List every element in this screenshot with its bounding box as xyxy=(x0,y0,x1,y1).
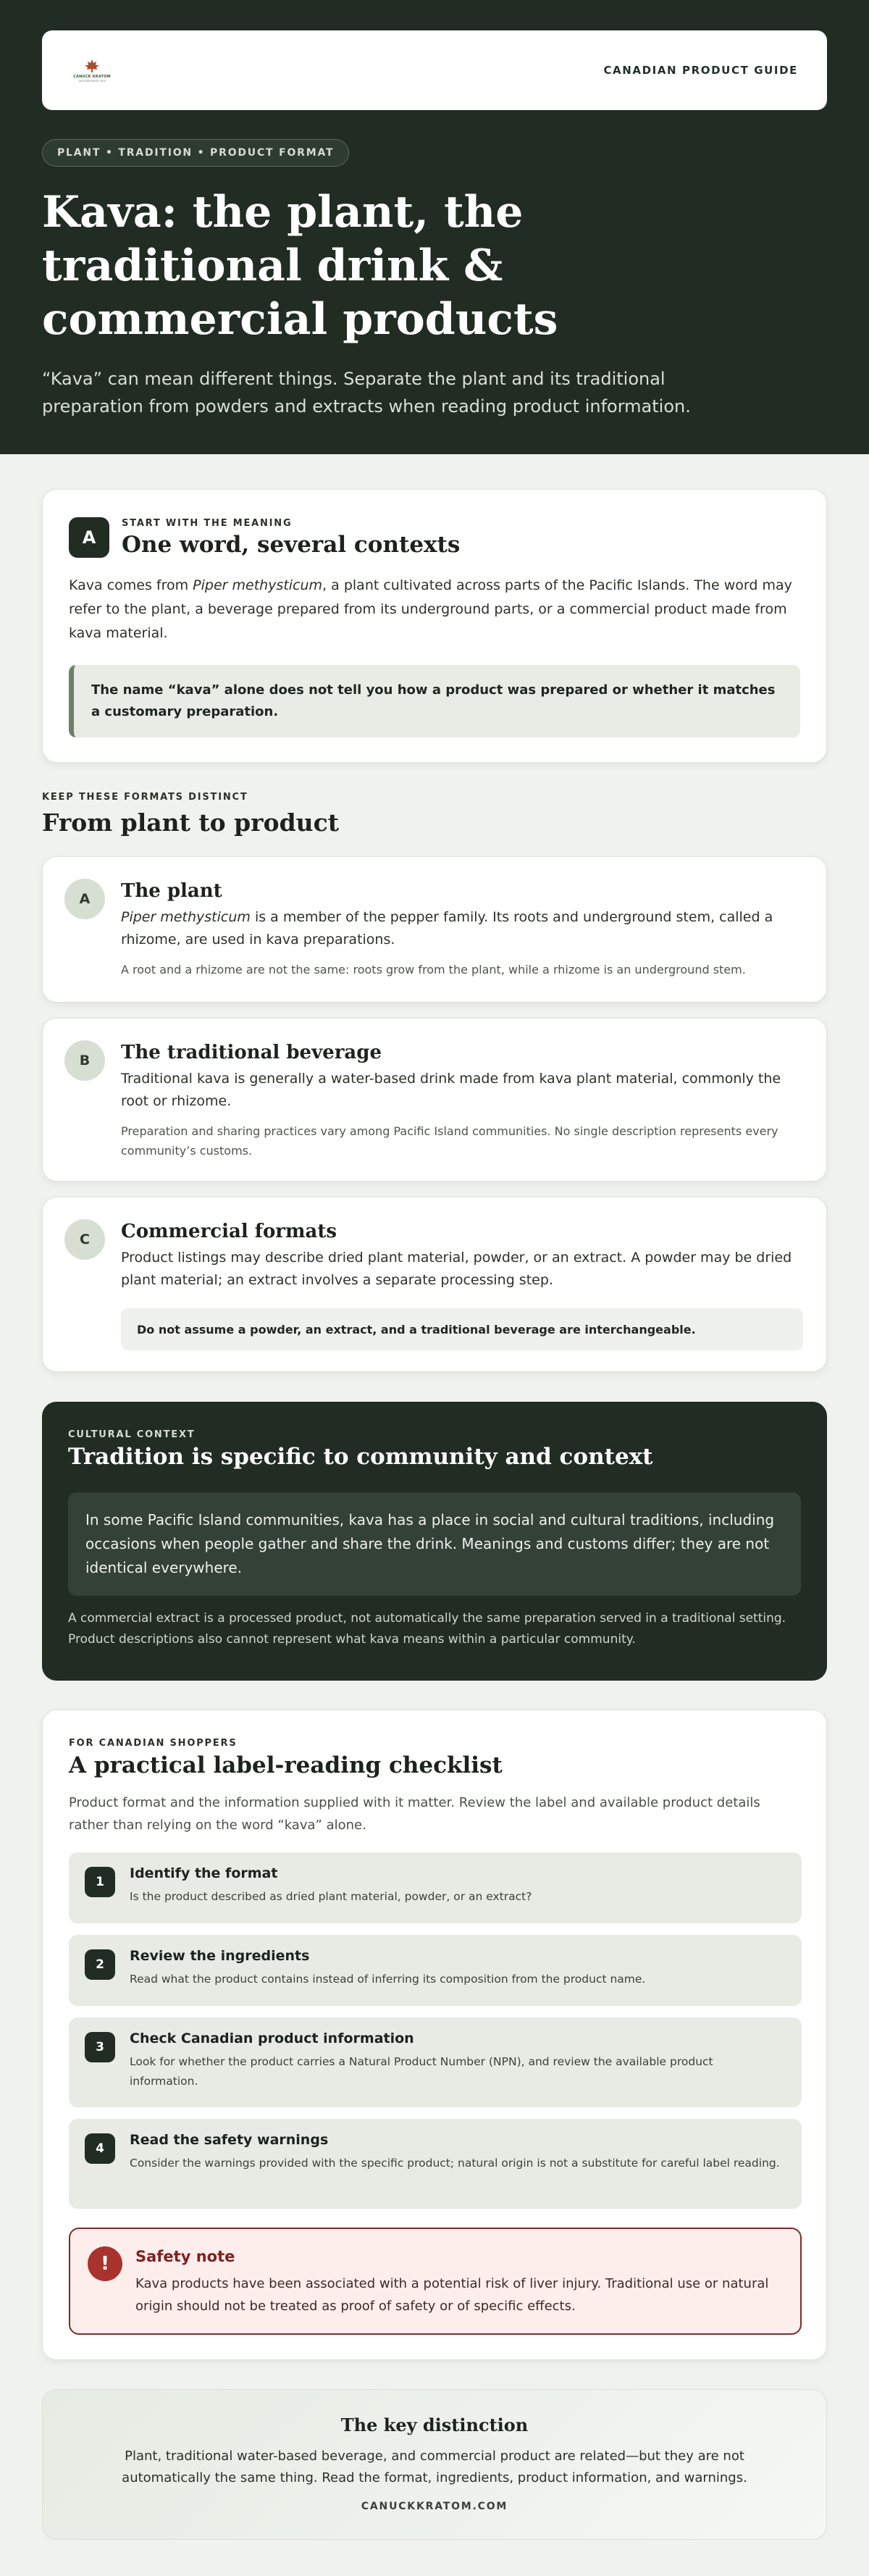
intro-eyebrow: START WITH THE MEANING xyxy=(122,518,293,529)
checklist-number: 1 xyxy=(85,1867,115,1897)
checklist-number: 4 xyxy=(85,2133,115,2164)
intro-body: Kava comes from Piper methysticum, a plant cultivated across parts of the Pacific Islands. The word may refer to the plant, a beverage prepared from its underground parts, or a commercial product made from kava material. xyxy=(69,577,792,641)
format-callout: Do not assume a powder, an extract, and a traditional beverage are interchangeable. xyxy=(121,1308,803,1350)
format-card-beverage xyxy=(42,1018,827,1182)
checklist-item-title: Read the safety warnings xyxy=(130,2132,329,2148)
top-bar xyxy=(42,30,827,110)
checklist-item xyxy=(69,2119,802,2209)
key-distinction-card xyxy=(42,2389,827,2540)
culture-eyebrow: CULTURAL CONTEXT xyxy=(68,1429,196,1440)
guide-label: CANADIAN PRODUCT GUIDE xyxy=(603,64,798,77)
checklist-item xyxy=(69,1852,802,1923)
checklist-item-desc: Consider the warnings provided with the specific product; natural origin is not a substitute for careful label reading. xyxy=(130,2157,780,2170)
checklist-item-title: Identify the format xyxy=(130,1865,278,1881)
culture-title: Tradition is specific to community and context xyxy=(68,1444,653,1470)
intro-card xyxy=(42,489,827,763)
format-desc: Piper methysticum is a member of the pepper family. Its roots and underground stem, called a rhizome, are used in kava preparations. xyxy=(121,909,773,948)
checklist-eyebrow: FOR CANADIAN SHOPPERS xyxy=(69,1738,238,1749)
logo-text: CANUCK KRATOM xyxy=(73,74,111,79)
format-card-commercial xyxy=(42,1197,827,1372)
culture-quote: In some Pacific Island communities, kava has a place in social and cultural traditions, including occasions when people gather and share the drink. Meanings and customs differ; they are not identical everywhere. xyxy=(68,1492,801,1596)
alert-icon: ! xyxy=(88,2246,122,2281)
page-subtitle: “Kava” can mean different things. Separate the plant and its traditional preparation from powders and extracts when reading product information. xyxy=(42,369,691,417)
checklist-item-desc: Look for whether the product carries a Natural Product Number (NPN), and review the available product information. xyxy=(130,2055,713,2088)
topic-pill: PLANT • TRADITION • PRODUCT FORMAT xyxy=(42,139,349,167)
checklist-item-desc: Read what the product contains instead of inferring its composition from the product name. xyxy=(130,1973,646,1986)
formats-title: From plant to product xyxy=(42,808,339,837)
brand-logo[interactable] xyxy=(71,49,113,91)
checklist-lead: Product format and the information supplied with it matter. Review the label and available product details rather than relying on the word “kava” alone. xyxy=(69,1795,760,1833)
format-title: Commercial formats xyxy=(121,1221,337,1242)
logo-subtext: canuckkratom.com xyxy=(77,78,106,83)
format-note: A root and a rhizome are not the same: roots grow from the plant, while a rhizome is an underground stem. xyxy=(121,963,746,977)
format-badge: A xyxy=(64,879,105,919)
intro-title: One word, several contexts xyxy=(122,532,461,558)
checklist-item xyxy=(69,1935,802,2006)
maple-leaf-icon xyxy=(84,59,100,73)
checklist-number: 3 xyxy=(85,2032,115,2062)
site-link[interactable]: CANUCKKRATOM.COM xyxy=(361,2501,508,2512)
species-name: Piper methysticum xyxy=(193,577,323,593)
key-title: The key distinction xyxy=(340,2414,529,2435)
culture-footnote: A commercial extract is a processed product, not automatically the same preparation served in a traditional setting. Product descriptions also cannot represent what kava means within a particular community. xyxy=(68,1611,786,1647)
checklist-title: A practical label-reading checklist xyxy=(69,1752,503,1778)
format-desc: Product listings may describe dried plant material, powder, or an extract. A powder may be dried plant material; an extract involves a separate processing step. xyxy=(121,1250,792,1288)
key-body: Plant, traditional water-based beverage, and commercial product are related—but they are not automatically the same thing. Read the format, ingredients, product information, and warnings. xyxy=(122,2449,747,2485)
formats-eyebrow: KEEP THESE FORMATS DISTINCT xyxy=(42,792,248,803)
format-desc: Traditional kava is generally a water-based drink made from kava plant material, commonly the root or rhizome. xyxy=(121,1071,781,1109)
format-badge: C xyxy=(64,1219,105,1260)
checklist-item-title: Check Canadian product information xyxy=(130,2031,414,2046)
checklist-item-title: Review the ingredients xyxy=(130,1948,310,1964)
intro-callout: The name “kava” alone does not tell you how a product was prepared or whether it matches a customary preparation. xyxy=(69,665,800,737)
safety-body: Kava products have been associated with a potential risk of liver injury. Traditional use or natural origin should not be treated as proof of safety or of specific effects. xyxy=(135,2276,769,2314)
checklist-item-desc: Is the product described as dried plant material, powder, or an extract? xyxy=(130,1890,532,1903)
checklist-number: 2 xyxy=(85,1949,115,1980)
checklist-item xyxy=(69,2017,802,2107)
safety-note xyxy=(69,2228,802,2335)
format-card-plant xyxy=(42,856,827,1003)
intro-badge: A xyxy=(69,517,109,558)
safety-title: Safety note xyxy=(135,2248,235,2265)
cultural-context-card xyxy=(42,1402,827,1681)
hero-section xyxy=(0,0,869,454)
format-title: The plant xyxy=(121,880,222,902)
checklist-card xyxy=(42,1710,827,2360)
format-badge: B xyxy=(64,1040,105,1081)
format-title: The traditional beverage xyxy=(121,1042,382,1063)
page-title: Kava: the plant, the traditional drink & commercial products xyxy=(42,187,558,345)
format-note: Preparation and sharing practices vary among Pacific Island communities. No single description represents every community’s customs. xyxy=(121,1124,778,1158)
